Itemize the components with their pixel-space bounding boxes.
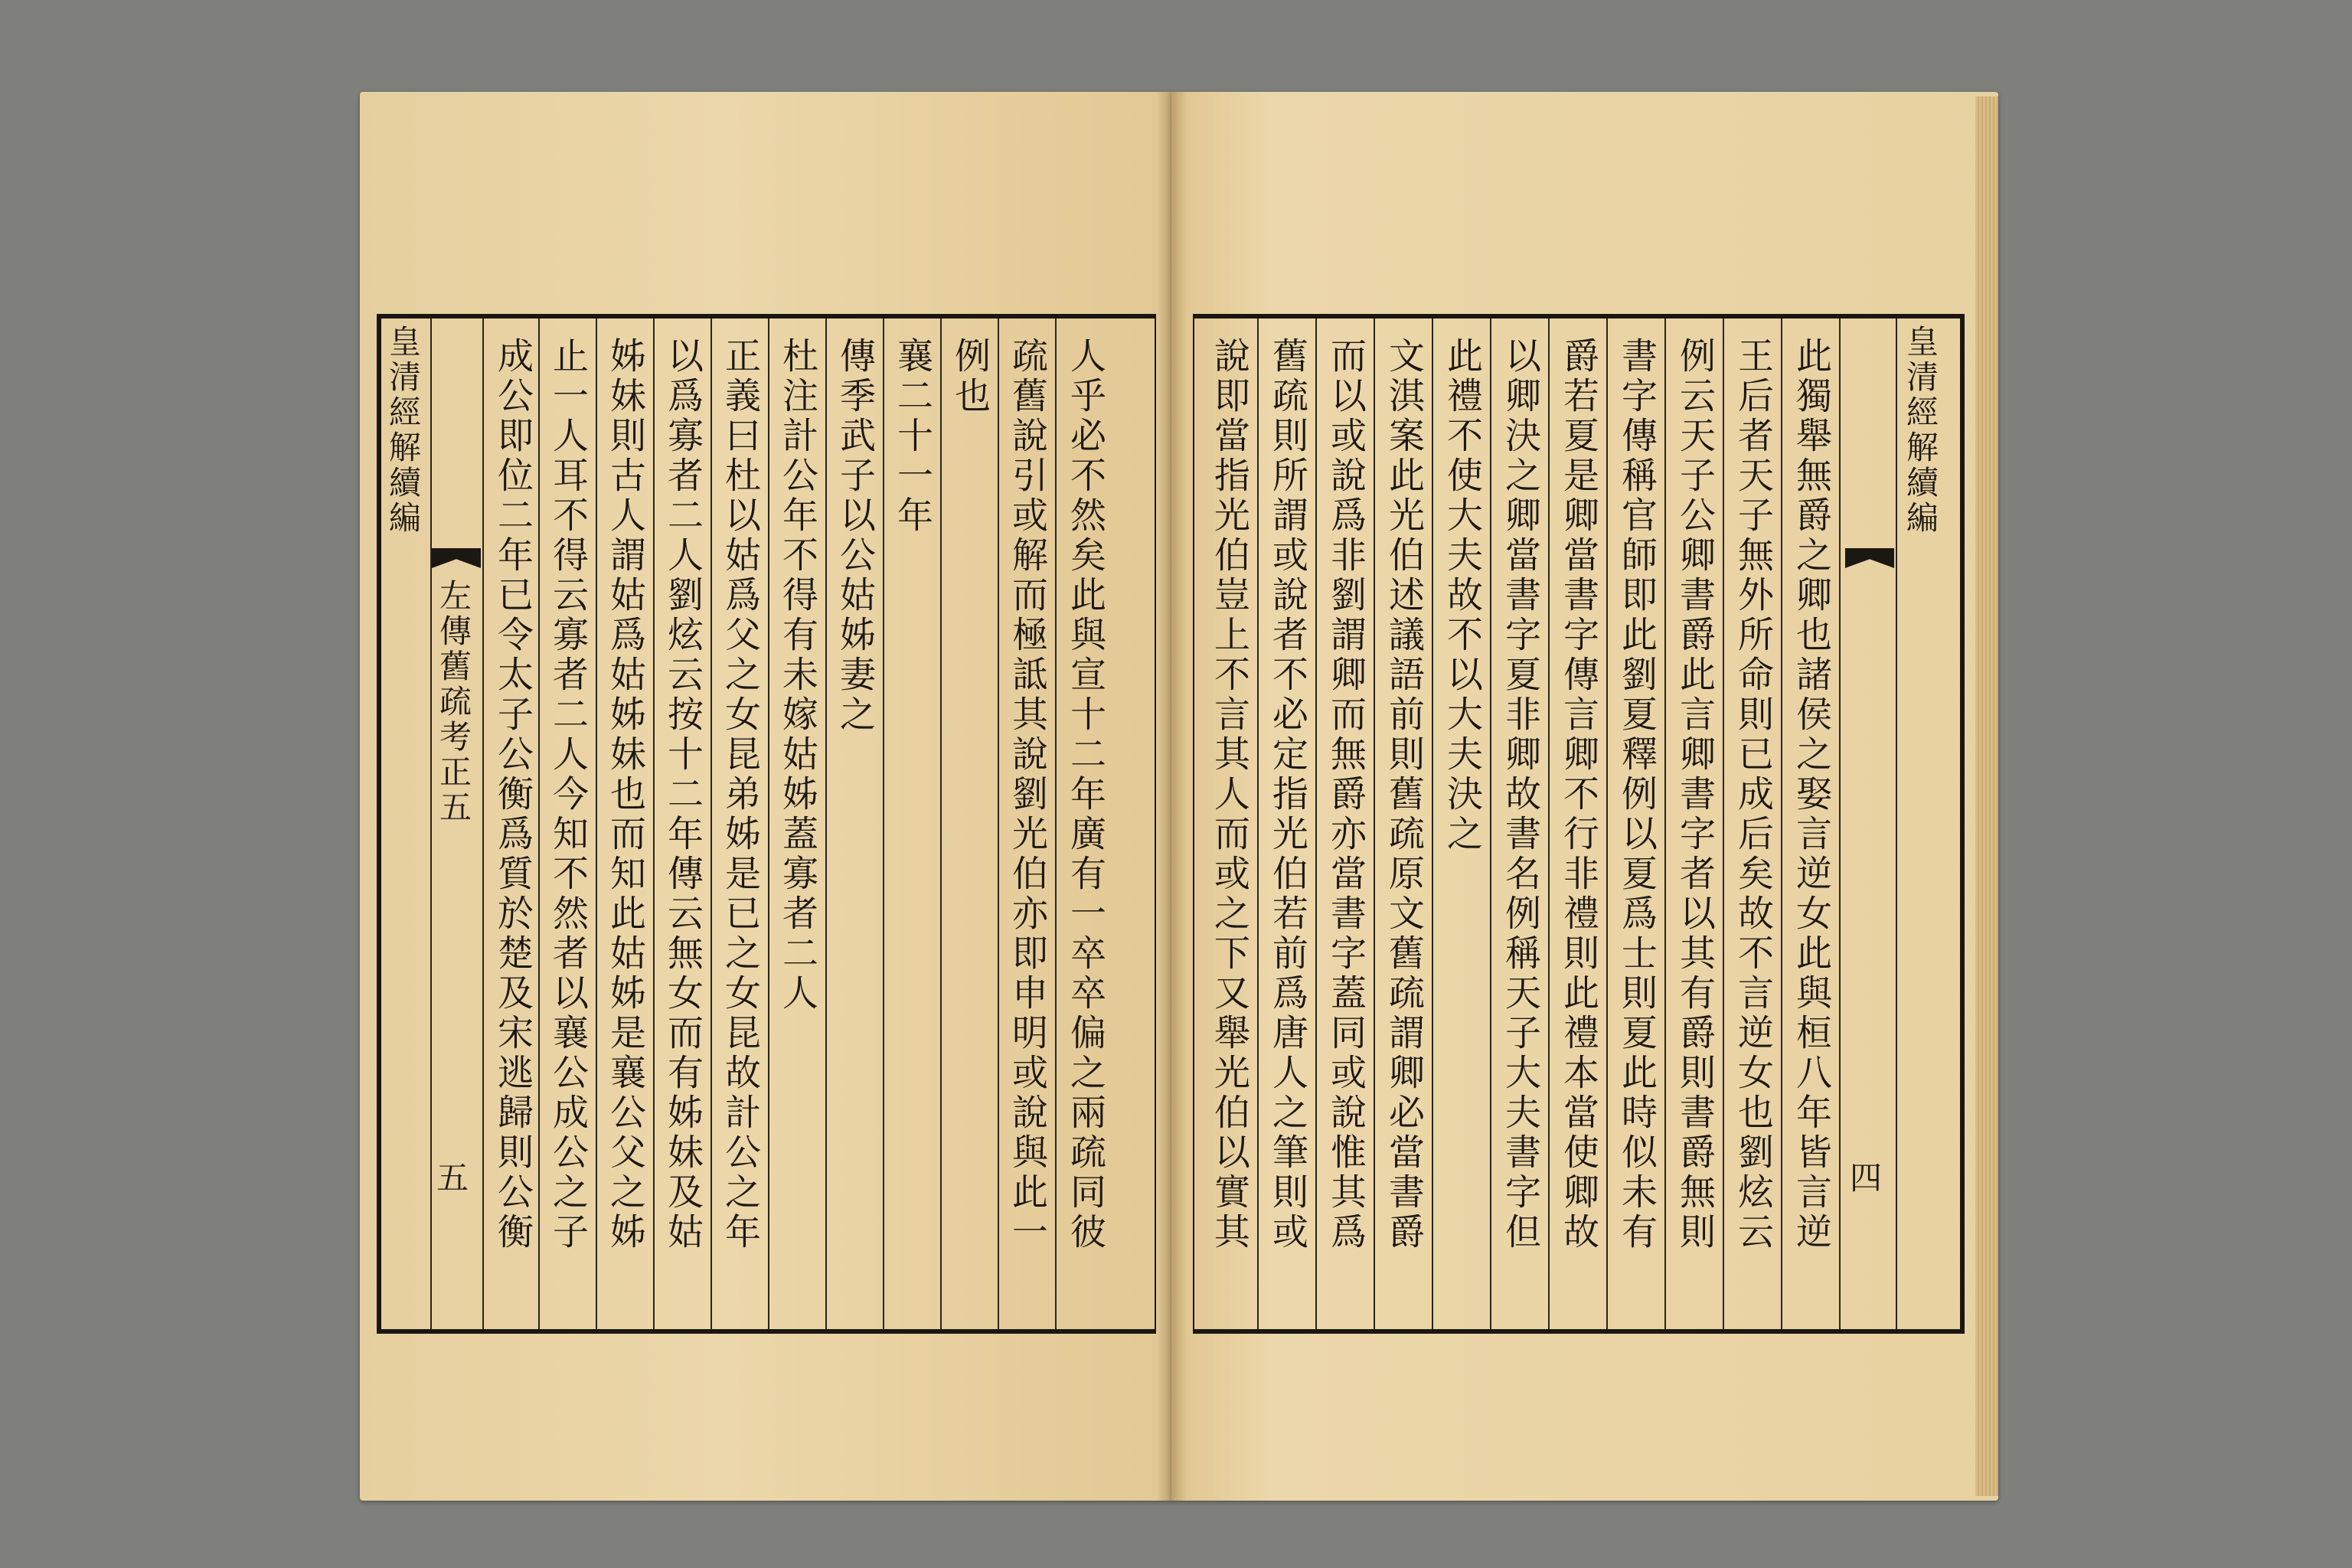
- rule: [1315, 318, 1317, 1329]
- right-leaf-number: 四: [1845, 1161, 1883, 1193]
- rule: [1374, 318, 1375, 1329]
- text-column: 傳季武子以公姑姊妻之: [834, 337, 876, 735]
- rule: [1432, 318, 1433, 1329]
- left-banxin: [381, 318, 430, 1329]
- text-column: 舊疏則所謂或說者不必定指光伯若前爲唐人之筆則或: [1266, 337, 1308, 1253]
- fish-tail-ornament: [432, 548, 481, 568]
- rule: [538, 318, 540, 1329]
- fish-tail-ornament: [1845, 548, 1894, 568]
- text-column: 成公即位二年已令太子公衡爲質於楚及宋逃歸則公衡: [492, 337, 534, 1253]
- text-column: 正義曰杜以姑爲父之女昆弟姊是已之女昆故計公之年: [719, 337, 761, 1253]
- right-banxin: [1845, 318, 1894, 1329]
- rule: [1664, 318, 1666, 1329]
- rule: [1548, 318, 1550, 1329]
- text-column: 杜注計公年不得有未嫁姑姊蓋寡者二人: [776, 337, 818, 1014]
- rule: [1606, 318, 1608, 1329]
- rule: [1490, 318, 1491, 1329]
- text-column: 書字傳稱官師即此劉夏釋例以夏爲士則夏此時似未有: [1615, 337, 1658, 1253]
- rule: [710, 318, 712, 1329]
- series-title-right: 皇清經解續編: [1902, 325, 1939, 536]
- rule: [768, 318, 769, 1329]
- rule: [1781, 318, 1782, 1329]
- text-column: 王后者天子無外所命則已成后矣故不言逆女也劉炫云: [1732, 337, 1774, 1253]
- text-column: 而以或說爲非劉謂卿而無爵亦當書字蓋同或說惟其爲: [1325, 337, 1367, 1253]
- text-column: 襄二十一年: [891, 337, 933, 536]
- text-column: 以爲寡者二人劉炫云按十二年傳云無女而有姊妹及姑: [662, 337, 704, 1253]
- rule: [1257, 318, 1259, 1329]
- page-edges: [1975, 96, 1998, 1496]
- text-column: 此禮不使大夫故不以大夫決之: [1441, 337, 1483, 854]
- rule: [998, 318, 999, 1329]
- left-page-frame: [377, 314, 1156, 1334]
- rule: [482, 318, 484, 1329]
- series-title: 皇清經解續編: [384, 325, 422, 536]
- rule: [653, 318, 655, 1329]
- open-book: [360, 92, 1998, 1501]
- text-column: 爵若夏是卿當書字傳言卿不行非禮則此禮本當使卿故: [1557, 337, 1599, 1253]
- text-column: 例也: [949, 337, 991, 416]
- rule: [1055, 318, 1057, 1329]
- text-column: 說即當指光伯豈上不言其人而或之下又舉光伯以實其: [1208, 337, 1250, 1253]
- text-column: 姊妹則古人謂姑爲姑姊妹也而知此姑姊是襄公父之姊: [604, 337, 646, 1253]
- text-column: 止一人耳不得云寡者二人今知不然者以襄公成公之子: [547, 337, 589, 1253]
- left-leaf-number: 五: [432, 1161, 469, 1193]
- rule: [940, 318, 942, 1329]
- text-column: 文淇案此光伯述議語前則舊疏原文舊疏謂卿必當書爵: [1383, 337, 1425, 1253]
- text-column: 人乎必不然矣此與宣十二年廣有一卒卒偏之兩疏同彼: [1064, 337, 1106, 1253]
- book-gutter: [1156, 92, 1187, 1501]
- right-banxin-outer: [1899, 318, 1948, 1329]
- text-column: 例云天子公卿書爵此言卿書字者以其有爵則書爵無則: [1674, 337, 1716, 1253]
- right-page-frame: [1193, 314, 1965, 1334]
- rule: [825, 318, 827, 1329]
- rule: [1723, 318, 1724, 1329]
- left-banxin-inner: [432, 318, 481, 1329]
- text-column: 以卿決之卿當書字夏非卿故書名例稱天子大夫書字但: [1499, 337, 1541, 1253]
- text-column: 此獨舉無爵之卿也諸侯之娶言逆女此與桓八年皆言逆: [1790, 337, 1832, 1253]
- text-column: 疏舊說引或解而極詆其說劉光伯亦即申明或說與此一: [1006, 337, 1048, 1253]
- section-title: 左傳舊疏考正五: [435, 579, 472, 825]
- rule: [883, 318, 884, 1329]
- rule: [596, 318, 597, 1329]
